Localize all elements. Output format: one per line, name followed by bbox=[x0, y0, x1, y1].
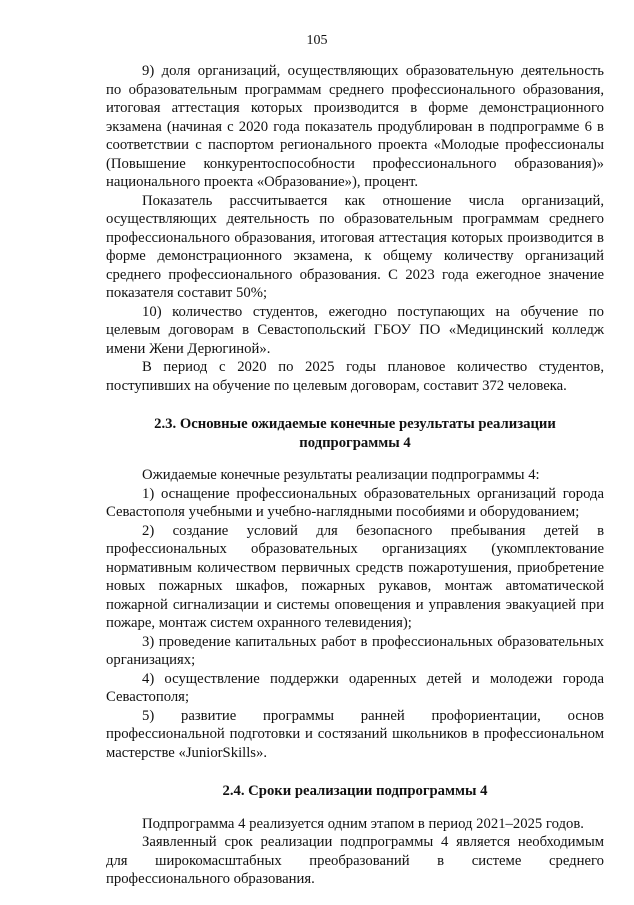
results-intro-paragraph: Ожидаемые конечные результаты реализации подпрограммы 4: bbox=[142, 467, 540, 483]
document-body bbox=[106, 62, 604, 889]
result-5-paragraph: 5) развитие программы ранней профориентации, основ профессиональной подготовки и состязаний школьников в профессиональном мастерстве «JuniorSkills». bbox=[106, 707, 604, 761]
page-number: 105 bbox=[306, 33, 328, 48]
result-2-paragraph: 2) создание условий для безопасного пребывания детей в профессиональных образовательных организациях (укомплектование нормативным количеством первичных средств пожаротушения, приобретение новых пожарных шкафов, пожарных рукавов, монтаж автоматической пожарной сигнализации и системы оповещения и управления эвакуацией при пожаре, монтаж систем охранного телевидения); bbox=[106, 522, 604, 631]
stage-paragraph: Подпрограмма 4 реализуется одним этапом в период 2021–2025 годов. bbox=[142, 815, 584, 832]
result-3-paragraph: 3) проведение капитальных работ в профессиональных образовательных организациях; bbox=[106, 633, 604, 668]
heading-line: подпрограммы 4 bbox=[299, 434, 411, 451]
term-paragraph: Заявленный срок реализации подпрограммы 4 является необходимым для широкомасштабных преобразований в системе среднего профессионального образования. bbox=[106, 834, 604, 887]
item-9-paragraph: 9) доля организаций, осуществляющих образовательную деятельность по образовательным программам среднего профессионального образования, итоговая аттестация которых производится в форме демонстрационного экзамена (начиная с 2020 года показатель продублирован в подпрограмме 6 в соответствии с паспортом регионального проекта «Молодые профессионалы (Повышение конкурентоспособности профессионального образования)» национального проекта «Образование»), процент. bbox=[106, 63, 604, 190]
section-2-3-heading bbox=[106, 415, 604, 452]
result-4-paragraph: 4) осуществление поддержки одаренных детей и молодежи города Севастополя; bbox=[106, 670, 604, 705]
heading-line: 2.3. Основные ожидаемые конечные результаты реализации bbox=[154, 416, 556, 432]
result-1-paragraph: 1) оснащение профессиональных образовательных организаций города Севастополя учебными и учебно-наглядными пособиями и оборудованием; bbox=[106, 485, 604, 520]
heading-line: 2.4. Сроки реализации подпрограммы 4 bbox=[222, 783, 488, 799]
indicator-calc-paragraph: Показатель рассчитывается как отношение числа организаций, осуществляющих деятельность по образовательным программам среднего профессионального образования, итоговая аттестация которых производится в форме демонстрационного экзамена, к общему количеству организаций среднего профессионального образования. С 2023 года ежегодное значение показателя составит 50%; bbox=[106, 192, 604, 301]
item-10-paragraph: 10) количество студентов, ежегодно поступающих на обучение по целевым договорам в Севастопольский ГБОУ ПО «Медицинский колледж имени Жени Дерюгиной». bbox=[106, 303, 604, 357]
period-students-paragraph: В период с 2020 по 2025 годы плановое количество студентов, поступивших на обучение по целевым договорам, составит 372 человека. bbox=[106, 359, 604, 394]
section-2-4-heading bbox=[106, 782, 604, 801]
